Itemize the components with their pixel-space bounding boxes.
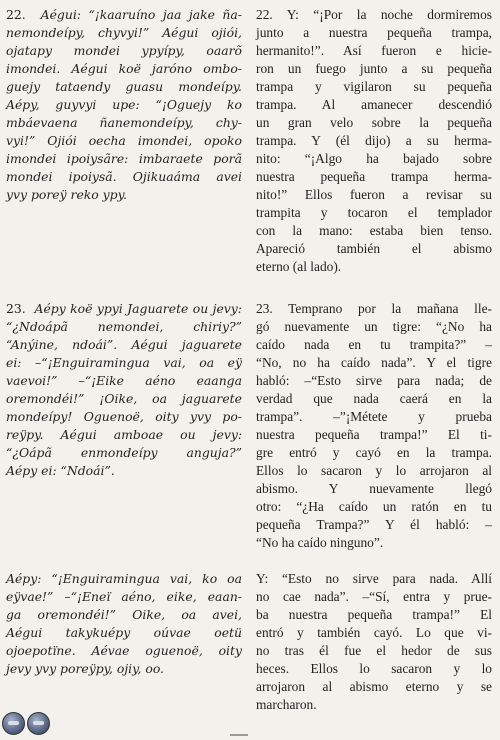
- paragraph-line: 23. Aépy koë ypyi Jaguarete ou jevy:: [6, 301, 242, 316]
- paragraph-line: eÿvae!” –“¡Eneï aéno, eike, eaan-: [6, 589, 242, 604]
- paragraph-line: Apareció también el abismo: [256, 241, 492, 256]
- paragraph-line: Aégui takykuépy oúvae oetü: [6, 625, 242, 640]
- paragraph-line: mondeípy! Oguenoë, oity yvy po-: [6, 409, 242, 424]
- paragraph-line: no cae nada”. –“Sí, entra y prue-: [256, 589, 492, 604]
- paragraph-line: 23. Temprano por la mañana lle-: [256, 301, 492, 316]
- paragraph-line: “Anýine, ndoái”. Aégui jaguarete: [6, 337, 242, 352]
- spanish-paragraph-24: [256, 570, 492, 714]
- paragraph-line: abismo. Y nuevamente llegó: [256, 481, 492, 496]
- paragraph-line: ba nuestra pequeña trampa!” El: [256, 607, 492, 622]
- paragraph-line: “No, no ha caído nada”. Y el tigre: [256, 355, 492, 370]
- guarani-paragraph-22: [6, 6, 242, 204]
- paragraph-line: trampa. Y (él dijo) a su herma-: [256, 133, 492, 148]
- paragraph-line: heces. Ellos lo sacaron y lo: [256, 661, 492, 676]
- paragraph-line: vaevoi!” –“¡Eike aéno eaanga: [6, 373, 242, 388]
- paragraph-line: Aépy: “¡Enguiramingua vai, ko oa: [6, 571, 242, 586]
- paragraph-line: “¿Ndoápã nemondei, chiriy?”: [6, 319, 242, 334]
- spanish-paragraph-23: [256, 300, 492, 552]
- paragraph-line: trampa”. –”¡Métete y prueba: [256, 409, 492, 424]
- paragraph-number: 22.: [6, 7, 26, 22]
- paragraph-line: pequeña Trampa?” Y él habló: –: [256, 517, 492, 532]
- paragraph-line: trampa. Al amanecer descendió: [256, 97, 492, 112]
- paragraph-line: 22. Y: “¡Por la noche dormiremos: [256, 7, 492, 22]
- paragraph-line: otro: “¿Ha caído un ratón en tu: [256, 499, 492, 514]
- paragraph-line: “No ha caído ninguno”.: [256, 535, 384, 550]
- paragraph-line: nuestra pequeña trampa!” El ti-: [256, 427, 492, 442]
- paragraph-line: Aépy, guyvyi upe: “¡Oguejy ko: [6, 97, 242, 112]
- paragraph-line: un gran velo sobre la pequeña: [256, 115, 492, 130]
- guarani-paragraph-23: [6, 300, 242, 480]
- paragraph-line: gó nuevamente un tigre: “¿No ha: [256, 319, 492, 334]
- paragraph-line: guejy tataendy guasu mondeípy.: [6, 79, 242, 94]
- paragraph-line: imondei. Aégui koë jaróno ombo-: [6, 61, 242, 76]
- paragraph-line: marcharon.: [256, 697, 317, 712]
- paragraph-number: 23.: [6, 301, 26, 316]
- paragraph-line: oremondéi!” ¡Oike, oa jaguarete: [6, 391, 242, 406]
- cd-disc-icon: [27, 712, 50, 735]
- paragraph-line: trampa y vigilaron su pequeña: [256, 79, 492, 94]
- paragraph-line: nito: “¡Algo ha bajado sobre: [256, 151, 492, 166]
- paragraph-line: con la mano: estaba bien tenso.: [256, 223, 492, 238]
- paragraph-line: mondei ipoiysã. Ojikuaáma avei: [6, 169, 242, 184]
- paragraph-line: eterno (al lado).: [256, 259, 342, 274]
- paragraph-line: nuestra pequeña trampa herma-: [256, 169, 492, 184]
- paragraph-line: nemondeípy, chyvyi!” Aégui ojiói,: [6, 25, 242, 40]
- paragraph-line: mbáevaena ñanemondeípy, chy-: [6, 115, 242, 130]
- paragraph-line: no tras él fue el hedor de sus: [256, 643, 492, 658]
- spanish-paragraph-22: [256, 6, 492, 276]
- paragraph-line: vyi!” Ojiói oecha imondei, opoko: [6, 133, 242, 148]
- paragraph-line: reÿpy. Aégui amboae ou jevy:: [6, 427, 242, 442]
- paragraph-line: junto a nuestra pequeña trampa,: [256, 25, 492, 40]
- footer-icons: [2, 712, 50, 735]
- paragraph-line: ojoepotïne. Aévae oguenoë, oity: [6, 643, 242, 658]
- paragraph-line: ojatapy mondei ypyípy, oaarõ: [6, 43, 242, 58]
- paragraph-line: Y: “Esto no sirve para nada. Allí: [256, 571, 492, 586]
- paragraph-line: hermanito!”. Así fueron e hicie-: [256, 43, 492, 58]
- paragraph-line: yvy poreÿ reko ypy.: [6, 187, 127, 202]
- paragraph-line: entró y también cayó. Lo que vi-: [256, 625, 492, 640]
- guarani-paragraph-24: [6, 570, 242, 678]
- paragraph-line: ga oremondéi!” Oike, oa avei,: [6, 607, 242, 622]
- paragraph-line: imondei ipoiysãre: imbaraete porã: [6, 151, 242, 166]
- cd-disc-icon: [2, 712, 25, 735]
- paragraph-line: ei: –“¡Enguiramingua vai, oa eÿ: [6, 355, 242, 370]
- paragraph-line: trampita y tocaron el templador: [256, 205, 492, 220]
- page-number-fragment: [230, 734, 248, 740]
- paragraph-line: “¿Oápã enmondeípy anguja?”: [6, 445, 242, 460]
- paragraph-line: Aépy ei: “Ndoái”.: [6, 463, 115, 478]
- paragraph-line: gre entró y cayó en la trampa.: [256, 445, 492, 460]
- paragraph-line: verdad que nada caerá en la: [256, 391, 492, 406]
- paragraph-line: Ellos lo sacaron y lo arrojaron al: [256, 463, 492, 478]
- paragraph-line: habló: –“Esto sirve para nada; de: [256, 373, 492, 388]
- paragraph-line: jevy yvy poreÿpy, ojiy, oo.: [6, 661, 164, 676]
- paragraph-line: caído nada en tu trampita?” –: [256, 337, 492, 352]
- paragraph-line: 22. Aégui: “¡kaaruíno jaa jake ña-: [6, 7, 242, 22]
- paragraph-line: ron un fuego junto a su pequeña: [256, 61, 492, 76]
- paragraph-line: nito!” Ellos fueron a revisar su: [256, 187, 492, 202]
- paragraph-line: arrojaron al abismo eterno y se: [256, 679, 492, 694]
